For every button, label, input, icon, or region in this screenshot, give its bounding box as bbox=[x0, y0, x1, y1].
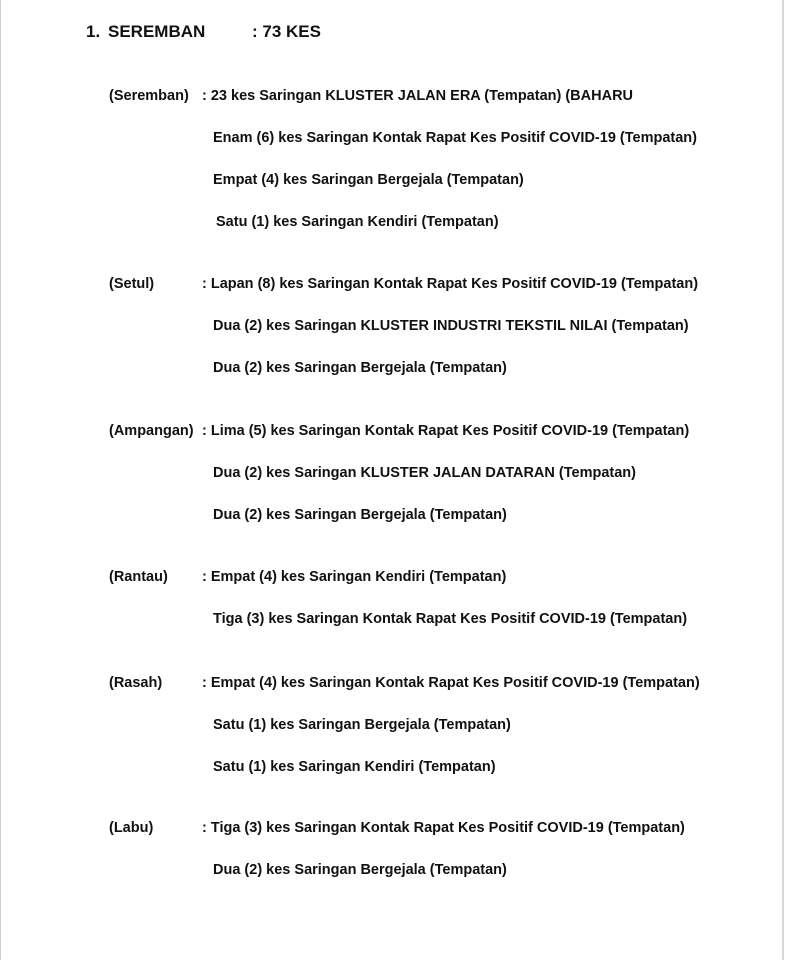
case-line: Satu (1) kes Saringan Bergejala (Tempatan) bbox=[213, 717, 511, 733]
district-name: SEREMBAN bbox=[108, 22, 206, 41]
area-label: (Ampangan) bbox=[109, 423, 194, 439]
case-line: : Lapan (8) kes Saringan Kontak Rapat Kes Positif COVID-19 (Tempatan) bbox=[202, 276, 699, 292]
case-line: : Empat (4) kes Saringan Kontak Rapat Kes Positif COVID-19 (Tempatan) bbox=[202, 675, 700, 691]
area-label: (Rasah) bbox=[109, 675, 163, 691]
case-line: Dua (2) kes Saringan Bergejala (Tempatan) bbox=[213, 360, 507, 376]
district-total: : 73 KES bbox=[252, 22, 321, 41]
area-label: (Rantau) bbox=[109, 569, 168, 585]
case-line: : Lima (5) kes Saringan Kontak Rapat Kes Positif COVID-19 (Tempatan) bbox=[202, 423, 690, 439]
case-line: Enam (6) kes Saringan Kontak Rapat Kes Positif COVID-19 (Tempatan) bbox=[213, 130, 697, 146]
area-label: (Setul) bbox=[109, 276, 155, 292]
case-line: Satu (1) kes Saringan Kendiri (Tempatan) bbox=[216, 214, 499, 230]
case-line: : Tiga (3) kes Saringan Kontak Rapat Kes Positif COVID-19 (Tempatan) bbox=[202, 820, 685, 836]
case-line: : Empat (4) kes Saringan Kendiri (Tempatan) bbox=[202, 569, 507, 585]
case-line: : 23 kes Saringan KLUSTER JALAN ERA (Tempatan) (BAHARU bbox=[202, 88, 634, 104]
case-line: Empat (4) kes Saringan Bergejala (Tempatan) bbox=[213, 172, 524, 188]
case-line: Dua (2) kes Saringan Bergejala (Tempatan) bbox=[213, 862, 507, 878]
area-label: (Seremban) bbox=[109, 88, 189, 104]
case-line: Dua (2) kes Saringan Bergejala (Tempatan) bbox=[213, 507, 507, 523]
case-line: Dua (2) kes Saringan KLUSTER JALAN DATARAN (Tempatan) bbox=[213, 465, 636, 481]
case-line: Satu (1) kes Saringan Kendiri (Tempatan) bbox=[213, 759, 496, 775]
area-label: (Labu) bbox=[109, 820, 154, 836]
case-line: Dua (2) kes Saringan KLUSTER INDUSTRI TEKSTIL NILAI (Tempatan) bbox=[213, 318, 689, 334]
case-line: Tiga (3) kes Saringan Kontak Rapat Kes Positif COVID-19 (Tempatan) bbox=[213, 611, 688, 627]
heading-number: 1. bbox=[86, 22, 101, 41]
